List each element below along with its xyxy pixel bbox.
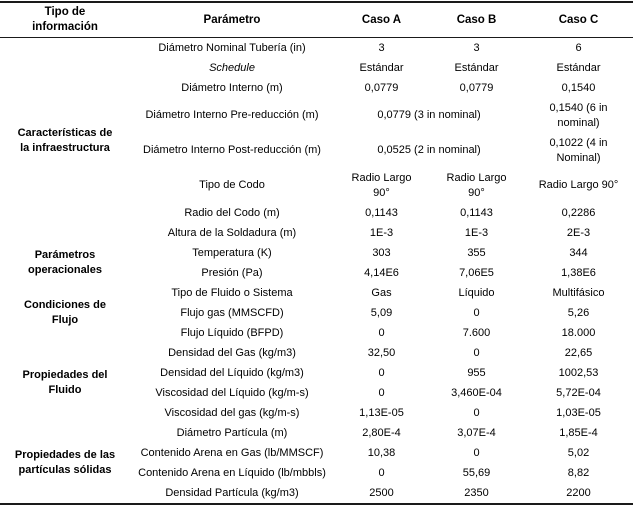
value-cell-caso-c: 1,03E-05 (556, 406, 601, 419)
param-cell: Presión (Pa) (201, 266, 263, 279)
value-cell-caso-c: 22,65 (564, 346, 593, 359)
param-cell: Temperatura (K) (192, 246, 272, 259)
group-label: Condiciones de Flujo (24, 299, 106, 326)
param-cell: Viscosidad del Líquido (kg/m-s) (155, 386, 309, 399)
value-cell-caso-a: 5,09 (370, 306, 393, 319)
table-row (0, 423, 633, 443)
value-cell-caso-b: 0 (473, 306, 480, 319)
value-cell-caso-a: 0,0779 (364, 81, 399, 94)
value-cell-caso-a: 2500 (369, 486, 394, 499)
value-cell-caso-c: 1,38E6 (561, 266, 596, 279)
value-cell-caso-a: 1,13E-05 (359, 406, 404, 419)
param-cell: Tipo de Codo (199, 179, 265, 191)
table-row (0, 243, 633, 263)
value-cell-caso-a: 10,38 (367, 446, 396, 459)
param-cell: Altura de la Soldadura (m) (167, 226, 297, 239)
value-cell-caso-a: Radio Largo 90° (351, 171, 412, 199)
value-cell-caso-b: 955 (467, 366, 486, 379)
value-cell-caso-b: 7,06E5 (459, 266, 494, 279)
value-cell-caso-a: 4,14E6 (364, 266, 399, 279)
value-cell-caso-b: 0 (473, 346, 480, 359)
param-cell: Diámetro Interno Post-reducción (m) (143, 144, 321, 156)
value-cell-caso-a: 1E-3 (369, 226, 394, 239)
value-cell-caso-c: 344 (569, 246, 588, 259)
header-caso-c: Caso C (524, 2, 633, 38)
value-cell-caso-c: Radio Largo 90° (538, 179, 619, 191)
value-cell-caso-b: 7.600 (462, 326, 491, 339)
value-cell-caso-b: Radio Largo 90° (446, 171, 507, 199)
value-cell-caso-c: Multifásico (552, 286, 605, 299)
value-cell-caso-a: 2,80E-4 (362, 426, 401, 439)
value-cell-caso-b: Estándar (454, 61, 499, 74)
value-cell-caso-a: Gas (371, 286, 392, 299)
value-cell-caso-c: 18.000 (561, 326, 596, 339)
value-cell-caso-c: Estándar (556, 61, 601, 74)
value-cell-caso-b: 0 (473, 406, 480, 419)
table-row (0, 283, 633, 303)
param-cell: Diámetro Nominal Tubería (in) (158, 41, 306, 54)
header-parametro: Parámetro (130, 2, 334, 38)
value-cell-caso-c: 1,85E-4 (559, 426, 598, 439)
table-header (0, 2, 633, 38)
param-cell: Densidad Partícula (kg/m3) (165, 486, 299, 499)
param-cell: Tipo de Fluido o Sistema (171, 286, 293, 299)
param-cell: Densidad del Gas (kg/m3) (168, 346, 296, 359)
value-cell-caso-c: 0,1540 (6 in nominal) (549, 101, 608, 129)
param-cell: Diámetro Interno Pre-reducción (m) (145, 109, 319, 121)
header-row (0, 2, 633, 38)
group-label: Propiedades de las partículas sólidas (14, 449, 116, 476)
value-cell-caso-ab: 0,0525 (2 in nominal) (377, 144, 481, 156)
value-cell-caso-c: 6 (575, 41, 582, 54)
param-cell: Densidad del Líquido (kg/m3) (160, 366, 304, 379)
param-cell: Contenido Arena en Gas (lb/MMSCF) (140, 446, 324, 459)
param-cell: Flujo gas (MMSCFD) (180, 306, 284, 319)
value-cell-caso-c: 2200 (566, 486, 591, 499)
value-cell-caso-ab: 0,0779 (3 in nominal) (377, 109, 481, 121)
value-cell-caso-b: 3,460E-04 (451, 386, 502, 399)
value-cell-caso-a: 0 (378, 366, 385, 379)
param-cell: Schedule (209, 61, 255, 74)
value-cell-caso-a: 32,50 (367, 346, 396, 359)
value-cell-caso-b: Líquido (458, 286, 495, 299)
value-cell-caso-a: 0,1143 (365, 206, 398, 219)
table-row (0, 38, 633, 59)
value-cell-caso-c: 5,26 (567, 306, 590, 319)
value-cell-caso-c: 2E-3 (566, 226, 591, 239)
value-cell-caso-c: 0,1540 (561, 81, 596, 94)
param-cell: Diámetro Interno (m) (181, 81, 283, 94)
value-cell-caso-b: 0 (473, 446, 480, 459)
param-cell: Viscosidad del gas (kg/m-s) (164, 406, 300, 419)
parameters-table (0, 1, 633, 505)
param-cell: Diámetro Partícula (m) (176, 426, 288, 439)
param-cell: Radio del Codo (m) (184, 206, 280, 219)
value-cell-caso-b: 0,1143 (460, 206, 493, 219)
value-cell-caso-b: 2350 (464, 486, 489, 499)
param-cell: Flujo Líquido (BFPD) (180, 326, 284, 339)
value-cell-caso-b: 55,69 (462, 466, 491, 479)
value-cell-caso-b: 3,07E-4 (457, 426, 496, 439)
value-cell-caso-a: 0 (378, 466, 385, 479)
group-label: Parámetros operacionales (28, 249, 102, 276)
table-body (0, 38, 633, 505)
group-label: Propiedades del Fluido (22, 369, 108, 396)
table-row (0, 343, 633, 363)
value-cell-caso-a: 0 (378, 326, 385, 339)
value-cell-caso-b: 355 (467, 246, 486, 259)
value-cell-caso-a: 3 (378, 41, 385, 54)
group-label: Características de la infraestructura (17, 126, 113, 154)
param-cell: Contenido Arena en Líquido (lb/mbbls) (138, 466, 326, 479)
value-cell-caso-c: 5,02 (567, 446, 590, 459)
value-cell-caso-c: 0,2286 (561, 206, 596, 219)
value-cell-caso-a: 0 (378, 386, 385, 399)
header-caso-b: Caso B (429, 2, 524, 38)
header-caso-a: Caso A (334, 2, 429, 38)
header-tipo-informacion: Tipo de información (0, 2, 130, 38)
value-cell-caso-c: 8,82 (567, 466, 590, 479)
value-cell-caso-c: 1002,53 (558, 366, 599, 379)
value-cell-caso-b: 1E-3 (464, 226, 489, 239)
value-cell-caso-a: 303 (372, 246, 391, 259)
value-cell-caso-a: Estándar (359, 61, 404, 74)
value-cell-caso-b: 0,0779 (459, 81, 494, 94)
value-cell-caso-b: 3 (473, 41, 480, 54)
value-cell-caso-c: 5,72E-04 (556, 386, 601, 399)
value-cell-caso-c: 0,1022 (4 in Nominal) (549, 136, 608, 164)
